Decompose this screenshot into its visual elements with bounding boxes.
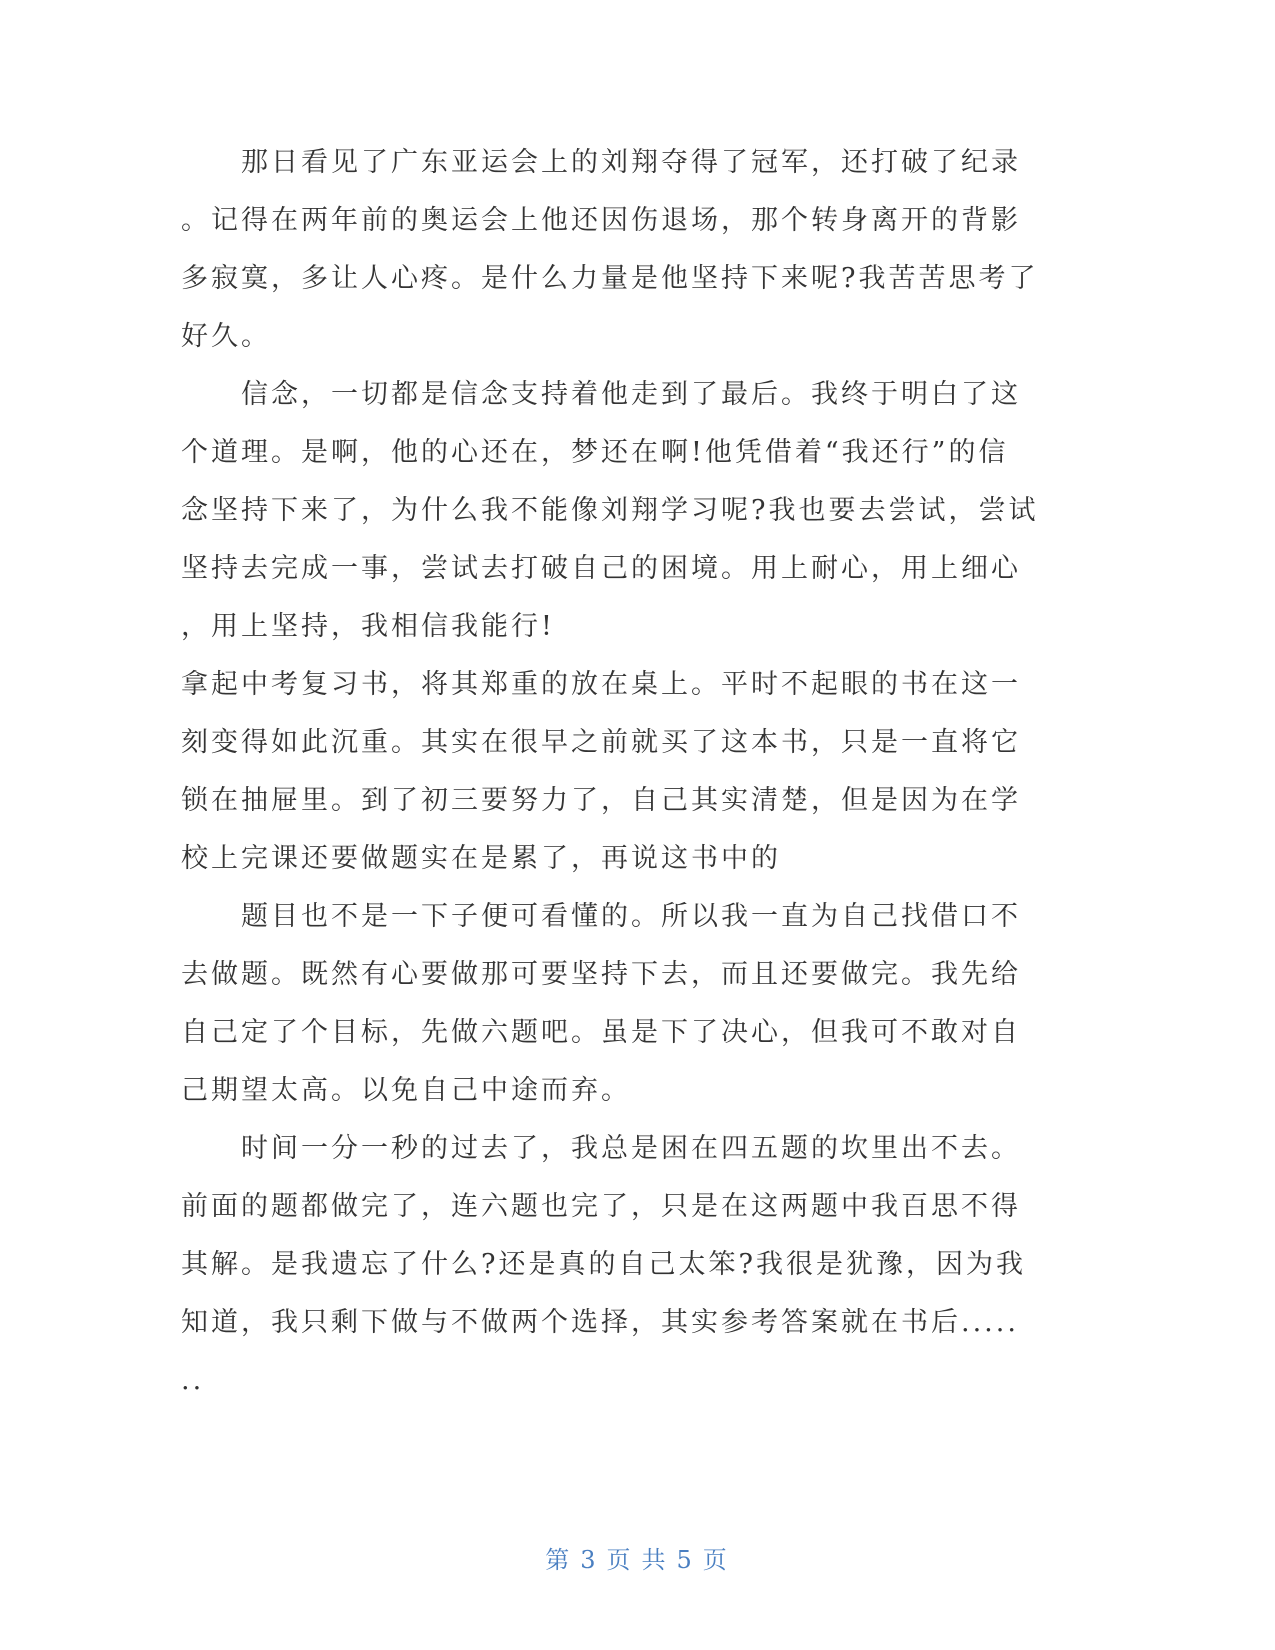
- page-number-footer: [0, 1540, 1275, 1575]
- current-page-number: 3: [580, 1546, 599, 1574]
- text-line: 题目也不是一下子便可看懂的。所以我一直为自己找借口不: [241, 901, 1021, 932]
- text-line: 多寂寞，多让人心疼。是什么力量是他坚持下来呢?我苦苦思考了: [181, 263, 1039, 294]
- text-line: 校上完课还要做题实在是累了，再说这书中的: [181, 843, 781, 874]
- text-line: 锁在抽屉里。到了初三要努力了，自己其实清楚，但是因为在学: [181, 785, 1021, 816]
- text-line: 去做题。既然有心要做那可要坚持下去，而且还要做完。我先给: [181, 959, 1021, 990]
- text-line: 刻变得如此沉重。其实在很早之前就买了这本书，只是一直将它: [181, 727, 1021, 758]
- footer-total-unit: 页: [702, 1546, 730, 1574]
- text-line: 信念，一切都是信念支持着他走到了最后。我终于明白了这: [241, 379, 1021, 410]
- text-line: 知道，我只剩下做与不做两个选择，其实参考答案就在书后.....: [181, 1307, 1019, 1338]
- text-line: 好久。: [181, 321, 271, 352]
- text-line: 其解。是我遗忘了什么?还是真的自己太笨?我很是犹豫，因为我: [181, 1249, 1026, 1280]
- footer-total-label: 共: [641, 1546, 669, 1574]
- text-line: ..: [181, 1365, 205, 1396]
- text-line: 自己定了个目标，先做六题吧。虽是下了决心，但我可不敢对自: [181, 1017, 1021, 1048]
- text-line: 个道理。是啊，他的心还在，梦还在啊!他凭借着“我还行”的信: [181, 437, 1009, 468]
- text-line: 己期望太高。以免自己中途而弃。: [181, 1075, 631, 1106]
- text-line: 前面的题都做完了，连六题也完了，只是在这两题中我百思不得: [181, 1191, 1021, 1222]
- text-line: 念坚持下来了，为什么我不能像刘翔学习呢?我也要去尝试，尝试: [181, 495, 1039, 526]
- footer-page-unit: 页: [606, 1546, 634, 1574]
- text-line: 时间一分一秒的过去了，我总是困在四五题的坎里出不去。: [241, 1133, 1021, 1164]
- text-line: 那日看见了广东亚运会上的刘翔夺得了冠军，还打破了纪录: [241, 147, 1021, 178]
- text-line: ，用上坚持，我相信我能行!: [181, 611, 555, 642]
- text-line: 。记得在两年前的奥运会上他还因伤退场，那个转身离开的背影: [181, 205, 1021, 236]
- text-line: 拿起中考复习书，将其郑重的放在桌上。平时不起眼的书在这一: [181, 669, 1021, 700]
- footer-page-label: 第: [545, 1546, 573, 1574]
- text-line: 坚持去完成一事，尝试去打破自己的困境。用上耐心，用上细心: [181, 553, 1021, 584]
- total-page-count: 5: [676, 1546, 695, 1574]
